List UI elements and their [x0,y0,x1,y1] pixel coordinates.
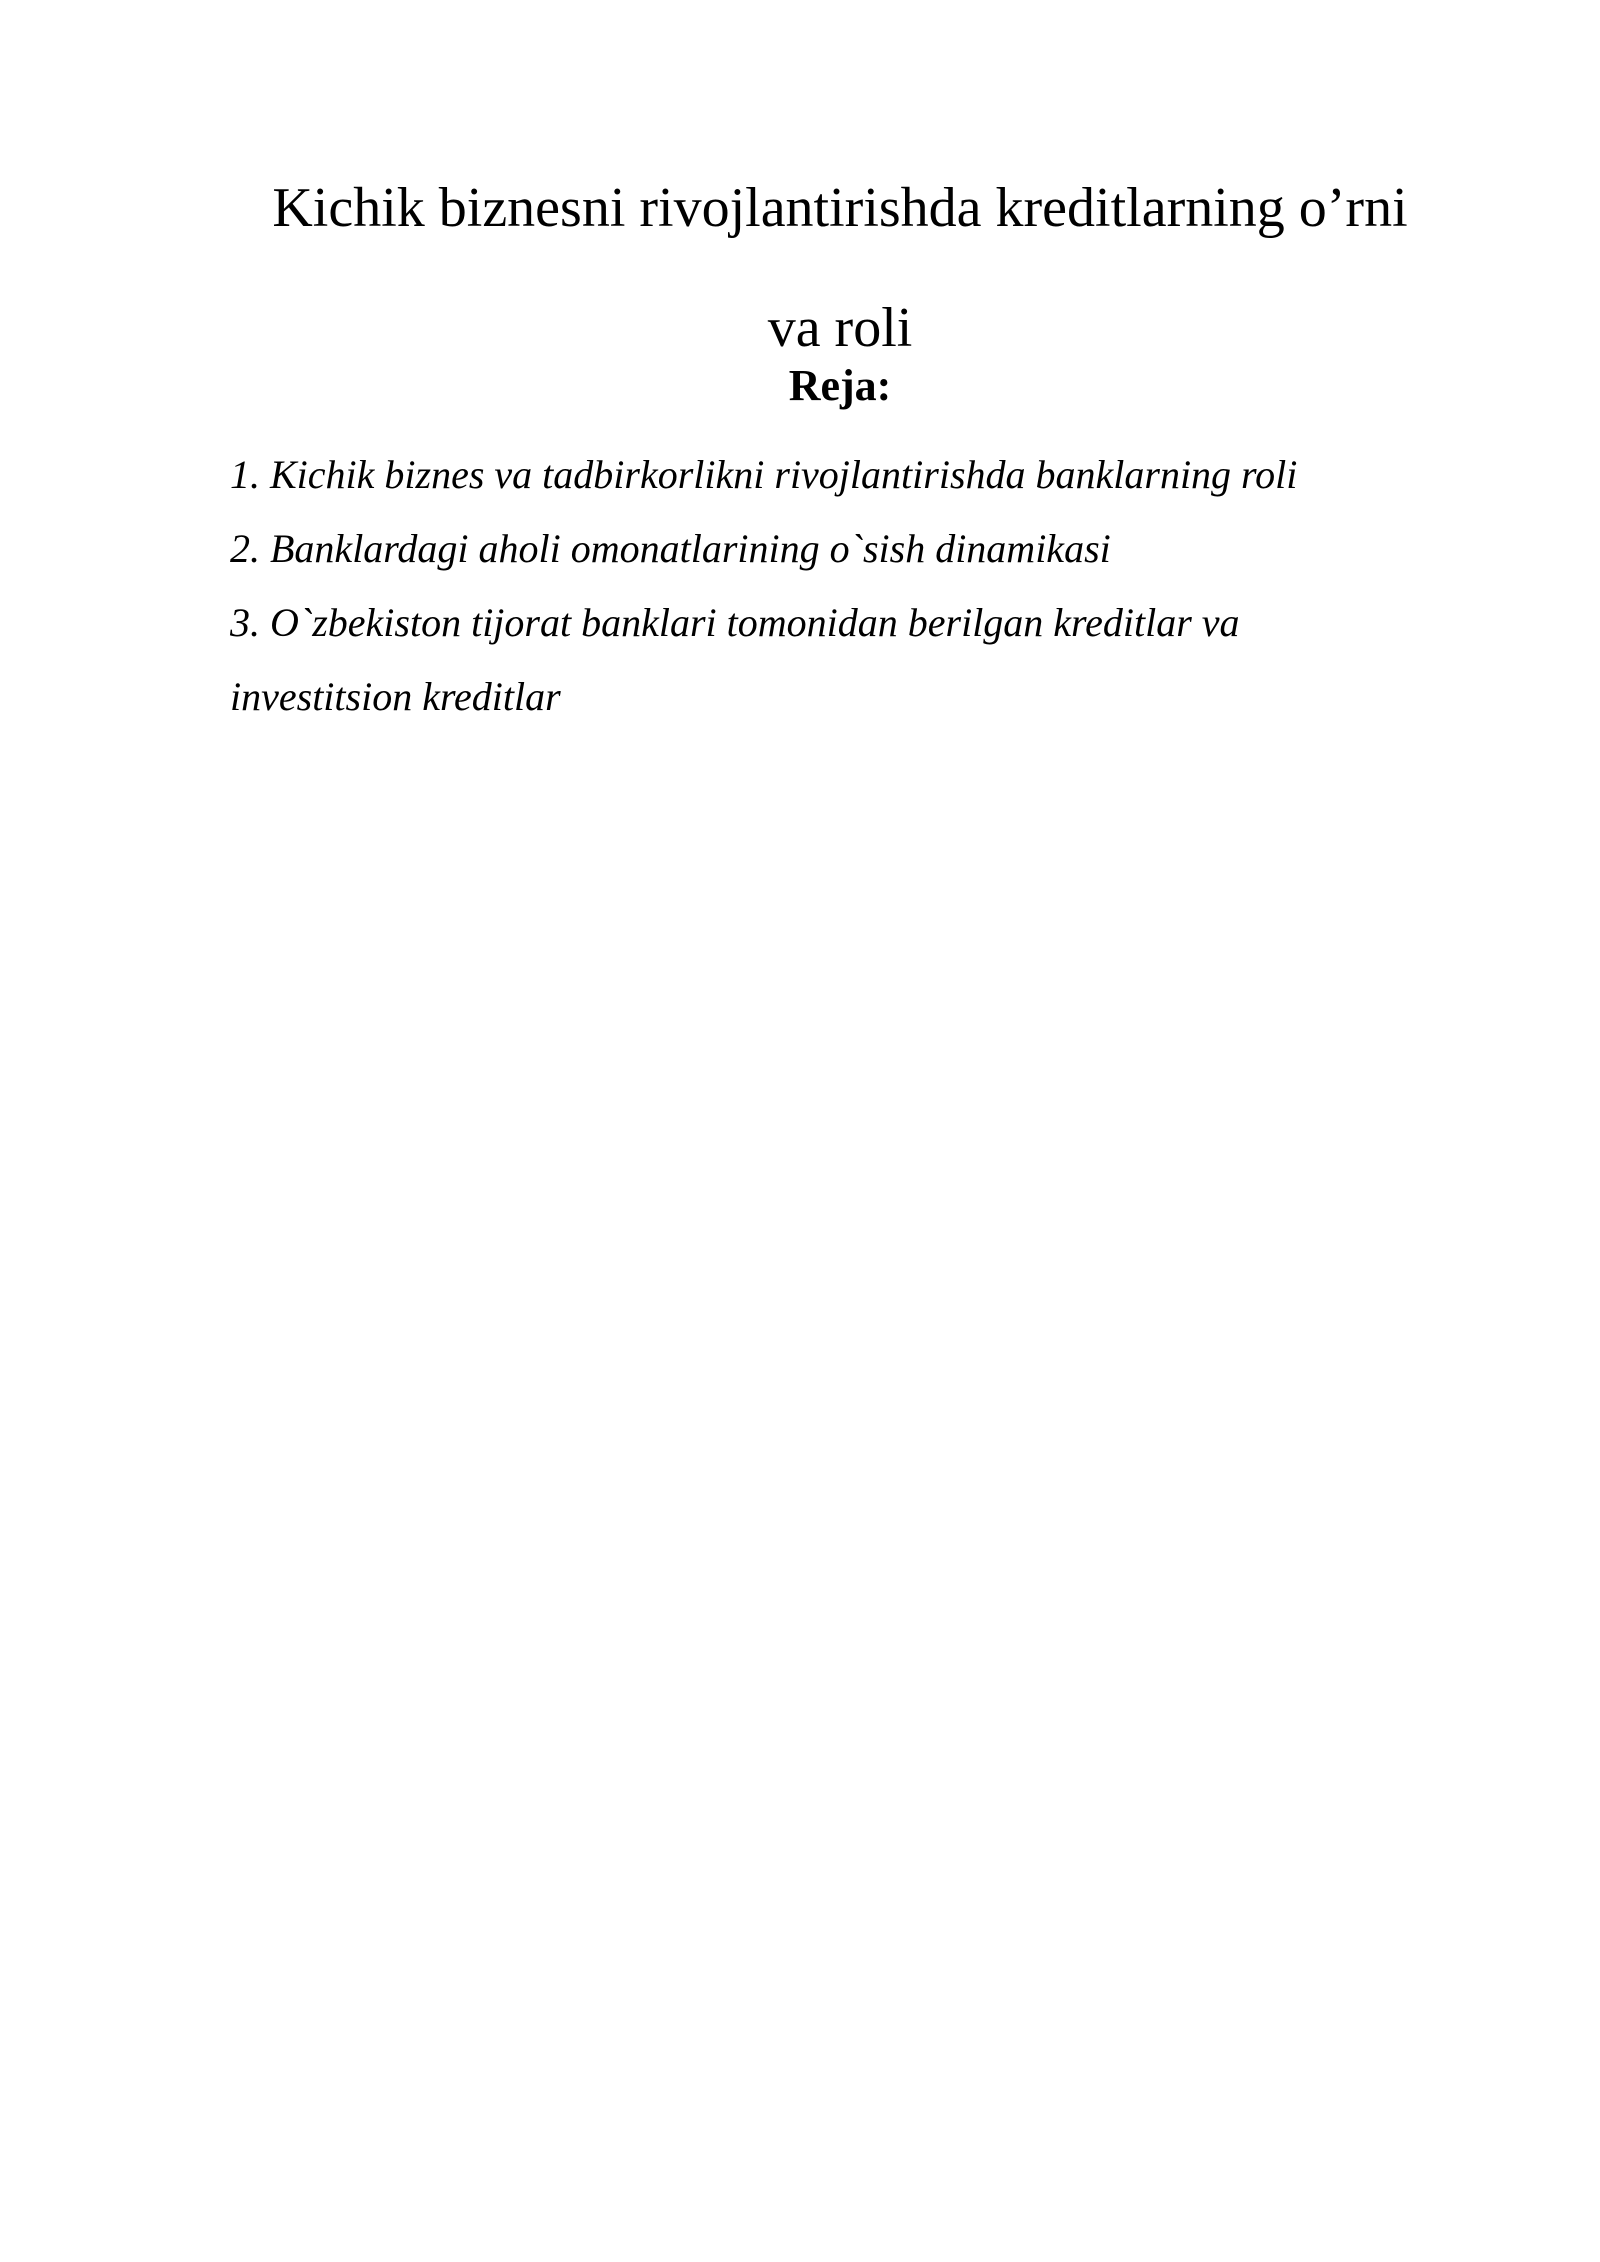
plan-item-text: Kichik biznes va tadbirkorlikni rivojlantirishda banklarning roli [270,452,1298,497]
plan-item-number: 3. [230,600,260,645]
plan-item-3 [230,586,1450,734]
plan-list [230,438,1450,734]
document-title [180,148,1500,388]
plan-item-text: Banklardagi aholi omonatlarining o`sish dinamikasi [270,526,1111,571]
plan-heading: Reja: [788,361,892,410]
plan-item-number: 2. [230,526,260,571]
title-line-2: va roli [767,297,913,359]
plan-item-number: 1. [230,452,260,497]
plan-item-1 [230,438,1450,512]
plan-item-text: O`zbekiston tijorat banklari tomonidan berilgan kreditlar va [270,600,1240,645]
title-line-1: Kichik biznesni rivojlantirishda kreditlarning o’rni [272,177,1408,239]
plan-item-2 [230,512,1450,586]
plan-item-continuation: investitsion kreditlar [230,674,561,719]
